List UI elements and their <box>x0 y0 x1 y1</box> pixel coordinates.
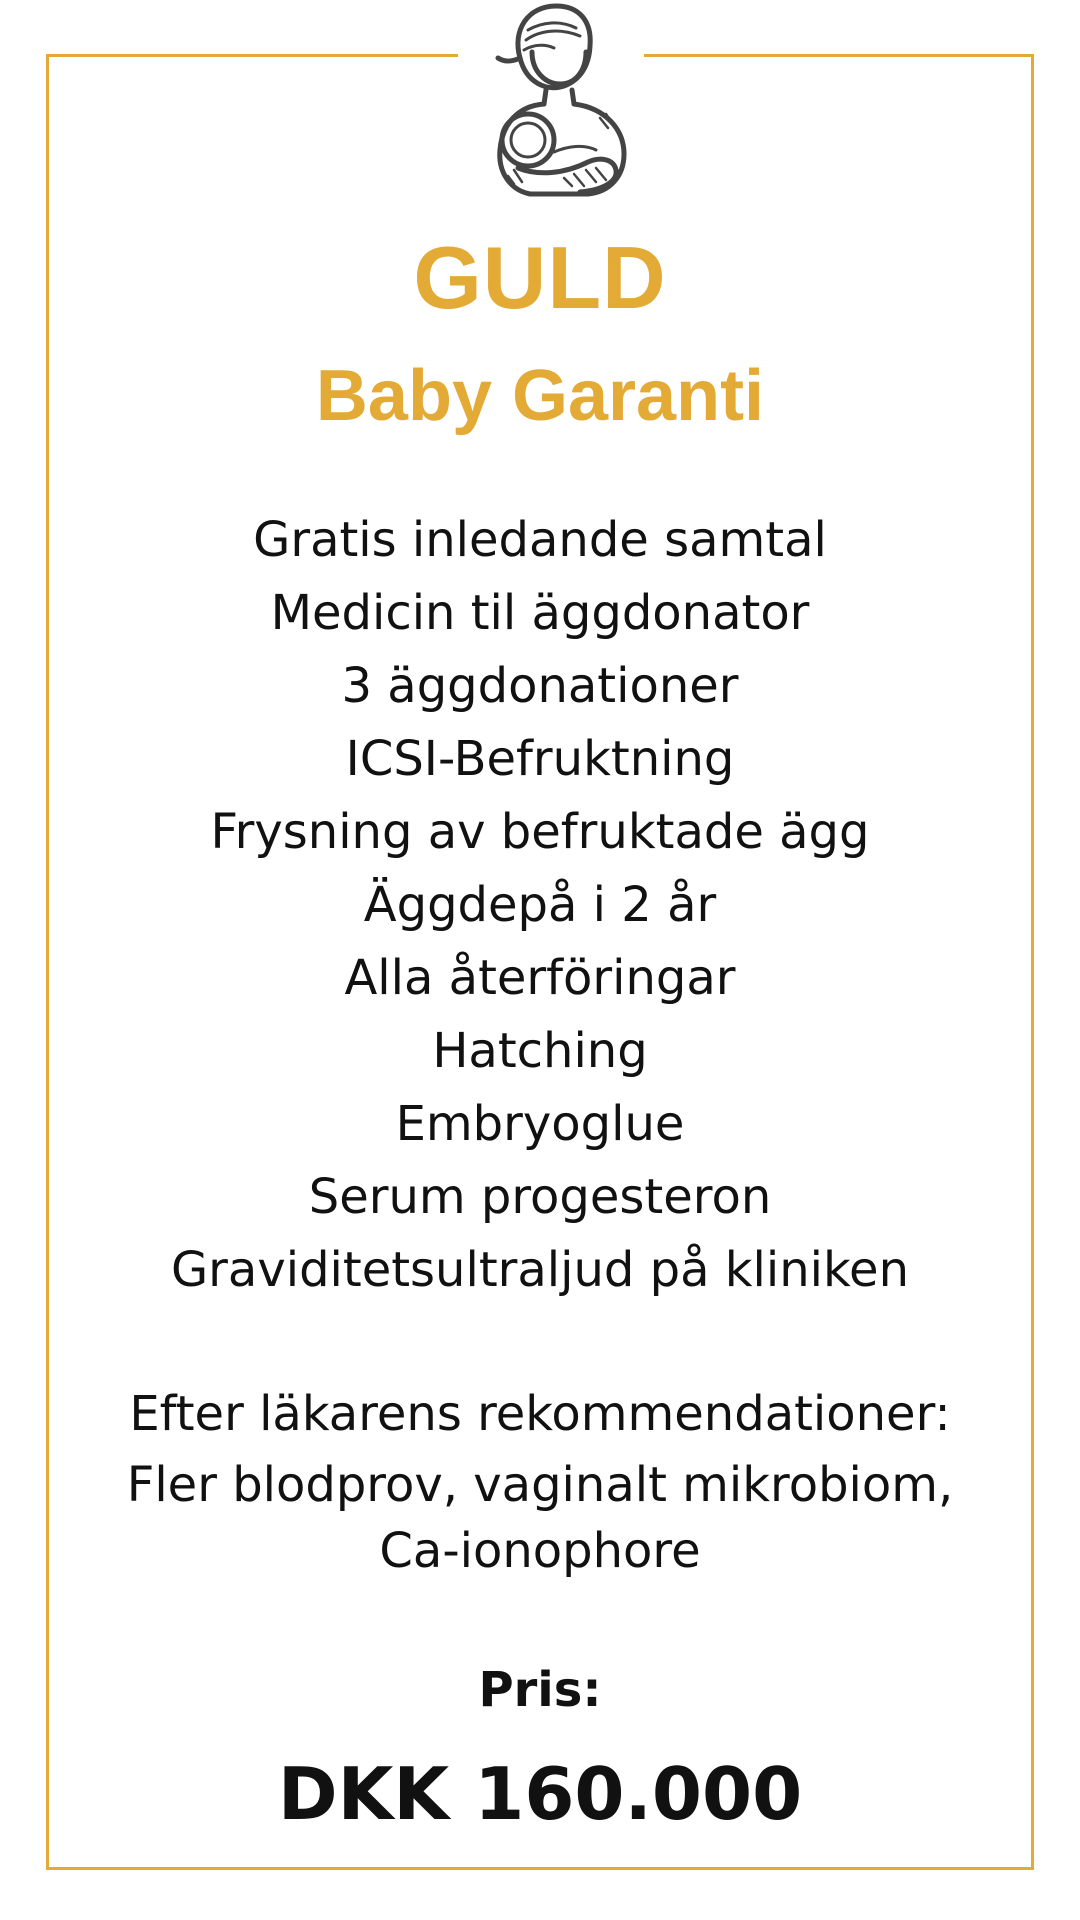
feature-item: Hatching <box>432 1023 648 1079</box>
feature-item: Alla återföringar <box>344 950 736 1006</box>
mother-with-baby-icon <box>468 0 638 200</box>
feature-item: 3 äggdonationer <box>341 658 739 714</box>
feature-item: Embryoglue <box>395 1096 685 1152</box>
feature-item: Medicin til äggdonator <box>270 585 810 641</box>
price-value: DKK 160.000 <box>277 1752 803 1836</box>
feature-item: Graviditetsultraljud på kliniken <box>170 1242 910 1298</box>
feature-item: Serum progesteron <box>308 1169 772 1225</box>
recommendations-items: Fler blodprov, vaginalt mikrobiom, Ca-ionophore <box>126 1457 954 1579</box>
package-tier-title: GULD <box>413 228 667 327</box>
price-label: Pris: <box>478 1662 602 1718</box>
feature-item: Gratis inledande samtal <box>253 512 827 568</box>
recommendations-heading: Efter läkarens rekommendationer: <box>129 1386 951 1442</box>
feature-list <box>0 504 1080 1307</box>
feature-item: Frysning av befruktade ägg <box>210 804 870 860</box>
package-name-subtitle: Baby Garanti <box>315 356 765 436</box>
feature-item: ICSI-Befruktning <box>345 731 735 787</box>
feature-item: Äggdepå i 2 år <box>363 877 717 933</box>
